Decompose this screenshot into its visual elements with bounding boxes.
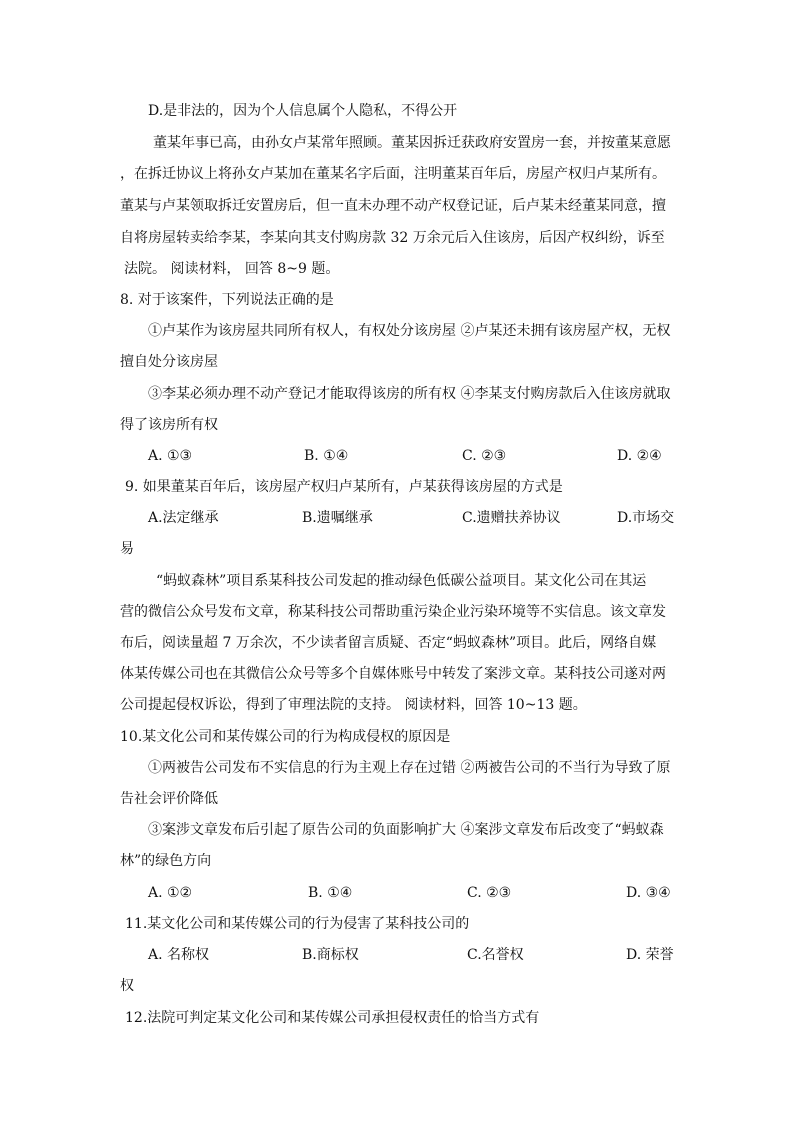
passage1-line: 法院。 阅读材料， 回答 8~9 题。 xyxy=(124,261,340,277)
q10-option-c: C. ②③ xyxy=(467,885,512,901)
q8-statement: 擅自处分该房屋 xyxy=(120,354,218,370)
q8-option-b: B. ①④ xyxy=(304,448,349,464)
question-8-stem: 8. 对于该案件，下列说法正确的是 xyxy=(120,292,334,308)
q8-option-c: C. ②③ xyxy=(462,448,507,464)
q9-option-d: D.市场交 xyxy=(617,510,675,526)
q10-statement: ③案涉文章发布后引起了原告公司的负面影响扩大 ④案涉文章发布后改变了“蚂蚁森 xyxy=(148,822,664,838)
passage2-line: 布后，阅读量超 7 万余次，不少读者留言质疑、否定“蚂蚁森林”项目。此后，网络自媒 xyxy=(120,635,657,651)
q7-option-d: D.是非法的，因为个人信息属个人隐私，不得公开 xyxy=(148,103,458,119)
passage2-line: “蚂蚁森林”项目系某科技公司发起的推动绿色低碳公益项目。某文化公司在其运 xyxy=(156,573,647,589)
q8-statement: 得了该房所有权 xyxy=(120,417,218,433)
q10-option-b: B. ①④ xyxy=(308,885,353,901)
passage2-line: 营的微信公众号发布文章，称某科技公司帮助重污染企业污染环境等不实信息。该文章发 xyxy=(120,604,666,620)
question-11-stem: 11.某文化公司和某传媒公司的行为侵害了某科技公司的 xyxy=(125,916,470,932)
q8-option-a: A. ①③ xyxy=(148,448,193,464)
q8-statement: ①卢某作为该房屋共同所有权人，有权处分该房屋 ②卢某还未拥有该房屋产权，无权 xyxy=(148,323,671,339)
q11-option-d-wrap: 权 xyxy=(120,978,134,994)
q10-option-a: A. ①② xyxy=(148,885,193,901)
q10-statement: 告社会评价降低 xyxy=(120,791,218,807)
passage1-line: 董某与卢某领取拆迁安置房后，但一直未办理不动产权登记证，后卢某未经董某同意，擅 xyxy=(120,198,666,214)
q11-option-d: D. 荣誉 xyxy=(626,947,674,963)
passage1-line: 自将房屋转卖给李某，李某向其支付购房款 32 万余元后入住该房，后因产权纠纷，诉至 xyxy=(120,230,665,246)
q10-statement: ①两被告公司发布不实信息的行为主观上存在过错 ②两被告公司的不当行为导致了原 xyxy=(148,760,671,776)
passage2-line: 体某传媒公司也在其微信公众号等多个自媒体账号中转发了案涉文章。某科技公司遂对两 xyxy=(120,666,666,682)
q10-option-d: D. ③④ xyxy=(626,885,671,901)
passage1-line: ，在拆迁协议上将孙女卢某加在董某名字后面，注明董某百年后，房屋产权归卢某所有。 xyxy=(120,166,666,182)
q9-option-b: B.遗嘱继承 xyxy=(302,510,373,526)
q8-option-d: D. ②④ xyxy=(617,448,662,464)
q11-option-b: B.商标权 xyxy=(302,947,359,963)
passage2-line: 公司提起侵权诉讼，得到了审理法院的支持。 阅读材料，回答 10~13 题。 xyxy=(120,697,587,713)
q9-option-c: C.遗赠扶养协议 xyxy=(462,510,561,526)
passage1-line: 董某年事已高，由孙女卢某常年照顾。董某因拆迁获政府安置房一套，并按董某意愿 xyxy=(153,135,671,151)
question-12-stem: 12.法院可判定某文化公司和某传媒公司承担侵权责任的恰当方式有 xyxy=(125,1010,540,1026)
question-9-stem: 9. 如果董某百年后，该房屋产权归卢某所有，卢某获得该房屋的方式是 xyxy=(125,479,563,495)
q9-option-d-wrap: 易 xyxy=(120,541,134,557)
q11-option-c: C.名誉权 xyxy=(467,947,524,963)
question-10-stem: 10.某文化公司和某传媒公司的行为构成侵权的原因是 xyxy=(120,729,451,745)
q10-statement: 林”的绿色方向 xyxy=(120,853,212,869)
q9-option-a: A.法定继承 xyxy=(148,510,219,526)
q8-statement: ③李某必须办理不动产登记才能取得该房的所有权 ④李某支付购房款后入住该房就取 xyxy=(148,386,671,402)
q11-option-a: A. 名称权 xyxy=(148,947,210,963)
